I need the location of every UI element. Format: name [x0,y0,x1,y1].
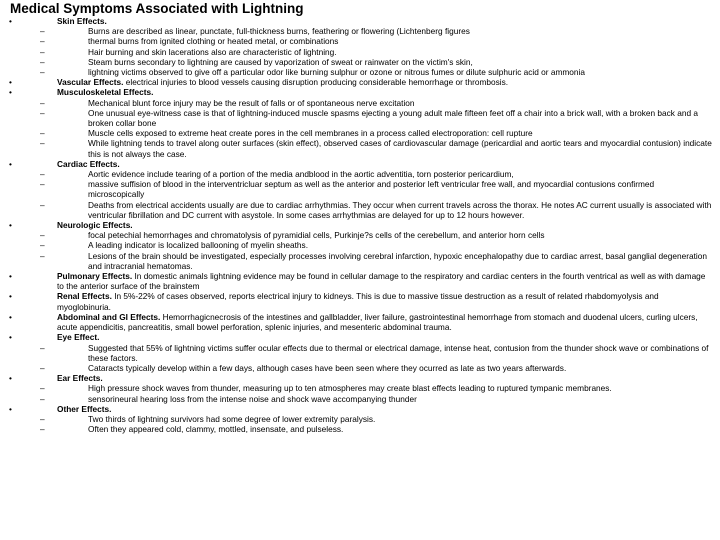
dash-icon: – [40,230,45,241]
list-item-text: Hair burning and skin lacerations also are characteristic of lightning. [88,46,337,57]
section [0,271,720,291]
section [0,159,720,220]
section [0,87,720,158]
dash-icon: – [40,26,45,37]
section-heading-line [0,404,720,414]
section-heading: Cardiac Effects. [57,158,120,169]
list-item-text: High pressure shock waves from thunder, measuring up to ten atmospheres may create blast effects leading to ruptured tympanic membranes. [88,383,612,394]
section-text: Hemorrhagicnecrosis of the intestines and gallbladder, liver failure, gastrointestinal hemorrhage from stomach and duodenal ulcers, curling ulcers, acute appendicitis, pancreatitis, small bowel perforation, splenic injuries, and mesenteric abdominal trauma. [57,311,698,333]
bullet-icon: • [9,77,12,88]
section-heading-line [0,373,720,383]
list-item [0,383,720,393]
list-item-text: While lightning tends to travel along outer surfaces (skin effect), observed cases of cardiovascular damage (pericardial and aortic tears and myocardial contusion) indicate this is not always the case. [88,138,712,159]
list-item [0,424,720,434]
dash-icon: – [40,393,45,404]
list-item [0,251,720,271]
section-heading-line [0,159,720,169]
dash-icon: – [40,67,45,78]
dash-icon: – [40,342,45,353]
list-item [0,200,720,220]
section-heading: Neurologic Effects. [57,220,133,231]
bullet-icon: • [9,16,12,26]
bullet-icon: • [9,332,12,343]
sub-list [0,98,720,159]
list-item-text: massive suffision of blood in the interventricluar septum as well as the anterior and posterior left ventricular free wall, and myocardial contusions confirmed microscopically [88,179,655,200]
section-heading-line [0,271,720,291]
section-heading: Abdominal and GI Effects. [57,311,161,322]
bullet-icon: • [9,87,12,98]
list-item [0,67,720,77]
section-heading-line [0,77,720,87]
dash-icon: – [40,107,45,118]
section-heading: Skin Effects. [57,16,107,26]
list-item [0,57,720,67]
dash-icon: – [40,413,45,424]
section-text: electrical injuries to blood vessels causing disruption producing considerable hemorrhage or thrombosis. [125,77,509,88]
section-heading: Other Effects. [57,403,112,414]
section-heading: Musculoskeletal Effects. [57,87,154,98]
list-item-text: Aortic evidence include tearing of a portion of the media andblood in the aortic adventitia, torn posterior pericardium, [88,169,514,180]
section [0,404,720,435]
list-item-text: Burns are described as linear, punctate, full-thickness burns, feathering or flowering (Lichtenberg figures [88,26,470,37]
list-item-text: focal petechial hemorrhages and chromatolysis of pyramidial cells, Purkinje?s cells of the cerebellum, and anterior horn cells [88,230,545,241]
section-heading-line [0,87,720,97]
dash-icon: – [40,362,45,373]
section-heading: Vascular Effects. [57,77,124,88]
section [0,312,720,332]
section-text: In domestic animals lightning evidence may be found in cellular damage to the respiratory and cardiac centers in the fourth ventrical as well as with damage to the anterior surface of the brainstem [57,271,706,292]
section-heading: Renal Effects. [57,291,112,302]
list-item [0,240,720,250]
dash-icon: – [40,128,45,139]
section [0,16,720,77]
section-heading-line [0,16,720,26]
section-text: In 5%-22% of cases observed, reports electrical injury to kidneys. This is due to massive tissue destruction as a result of related rhabdomyolysis and myoglobinuria. [57,291,659,312]
list-item-text: One unusual eye-witness case is that of lightning-induced muscle spasms ejecting a young adult male fifteen feet off a chair into a brick wall, with a broken back and a broken collar bone [88,107,699,129]
list-item [0,179,720,199]
symptom-list [0,16,720,434]
sub-list [0,230,720,271]
list-item-text: Two thirds of lightning survivors had some degree of lower extremity paralysis. [88,413,376,424]
list-item [0,47,720,57]
bullet-icon: • [9,220,12,231]
list-item [0,230,720,240]
dash-icon: – [40,169,45,180]
list-item [0,26,720,36]
sub-list [0,26,720,77]
bullet-icon: • [9,373,12,384]
dash-icon: – [40,179,45,190]
dash-icon: – [40,97,45,108]
list-item-text: A leading indicator is localized ballooning of myelin sheaths. [88,240,309,251]
section [0,291,720,311]
page-title: Medical Symptoms Associated with Lightning [10,1,304,16]
list-item [0,169,720,179]
list-item [0,98,720,108]
list-item-text: Often they appeared cold, clammy, mottled, insensate, and pulseless. [88,424,344,435]
dash-icon: – [40,383,45,394]
list-item-text: Suggested that 55% of lightning victims suffer ocular effects due to thermal or electrical damage, intense heat, contusion from the thunder shock wave or combinations of these factors. [88,342,709,363]
dash-icon: – [40,56,45,67]
section-heading-line [0,291,720,311]
dash-icon: – [40,199,45,210]
list-item [0,128,720,138]
list-item [0,343,720,363]
sub-list [0,343,720,374]
list-item [0,414,720,424]
list-item-text: lightning victims observed to give off a particular odor like burning sulphur or ozone or nitrous fumes or dilute sulphuric acid or ammonia [88,67,585,78]
section-heading-line [0,312,720,332]
dash-icon: – [40,36,45,47]
list-item-text: Mechanical blunt force injury may be the result of falls or of spontaneous nerve excitation [88,97,415,108]
section [0,77,720,87]
bullet-icon: • [9,291,12,302]
list-item-text: sensorineural hearing loss from the intense noise and shock wave accompanying thunder [88,393,417,404]
section-heading-line [0,220,720,230]
dash-icon: – [40,250,45,261]
section [0,373,720,404]
list-item-text: Steam burns secondary to lightning are caused by vaporization of sweat or rainwater on the victim's skin, [88,56,473,67]
sub-list [0,414,720,434]
bullet-icon: • [9,271,12,282]
list-item [0,394,720,404]
list-item [0,36,720,46]
dash-icon: – [40,240,45,251]
bullet-icon: • [9,403,12,414]
dash-icon: – [40,138,45,149]
list-item-text: Lesions of the brain should be investigated, especially processes involving cerebral infarction, hypoxic encephalopathy due to cardiac arrest, basal ganglial degeneration and intracranial hematomas. [88,250,707,271]
list-item [0,363,720,373]
section [0,332,720,373]
list-item-text: thermal burns from ignited clothing or heated metal, or combinations [88,36,339,47]
list-item-text: Cataracts typically develop within a few days, although cases have been seen where they ocurred as late as two years afterwards. [88,362,567,373]
section [0,220,720,271]
section-heading: Pulmonary Effects. [57,271,133,282]
list-item [0,108,720,128]
dash-icon: – [40,46,45,57]
list-item-text: Muscle cells exposed to extreme heat create pores in the cell membranes in a process called electroporation: cell rupture [88,128,533,139]
list-item [0,138,720,158]
sub-list [0,383,720,403]
section-heading-line [0,332,720,342]
dash-icon: – [40,424,45,435]
section-heading: Eye Effect. [57,332,100,343]
bullet-icon: • [9,311,12,322]
bullet-icon: • [9,158,12,169]
list-item-text: Deaths from electrical accidents usually are due to cardiac arrhythmias. They occur when current travels across the thorax. He notes AC current usually is associated with ventricular fibrillation and DC current with asystole. In some cases arrhythmias are delayed for up to 12 hours however. [88,199,712,220]
section-heading: Ear Effects. [57,373,103,384]
sub-list [0,169,720,220]
